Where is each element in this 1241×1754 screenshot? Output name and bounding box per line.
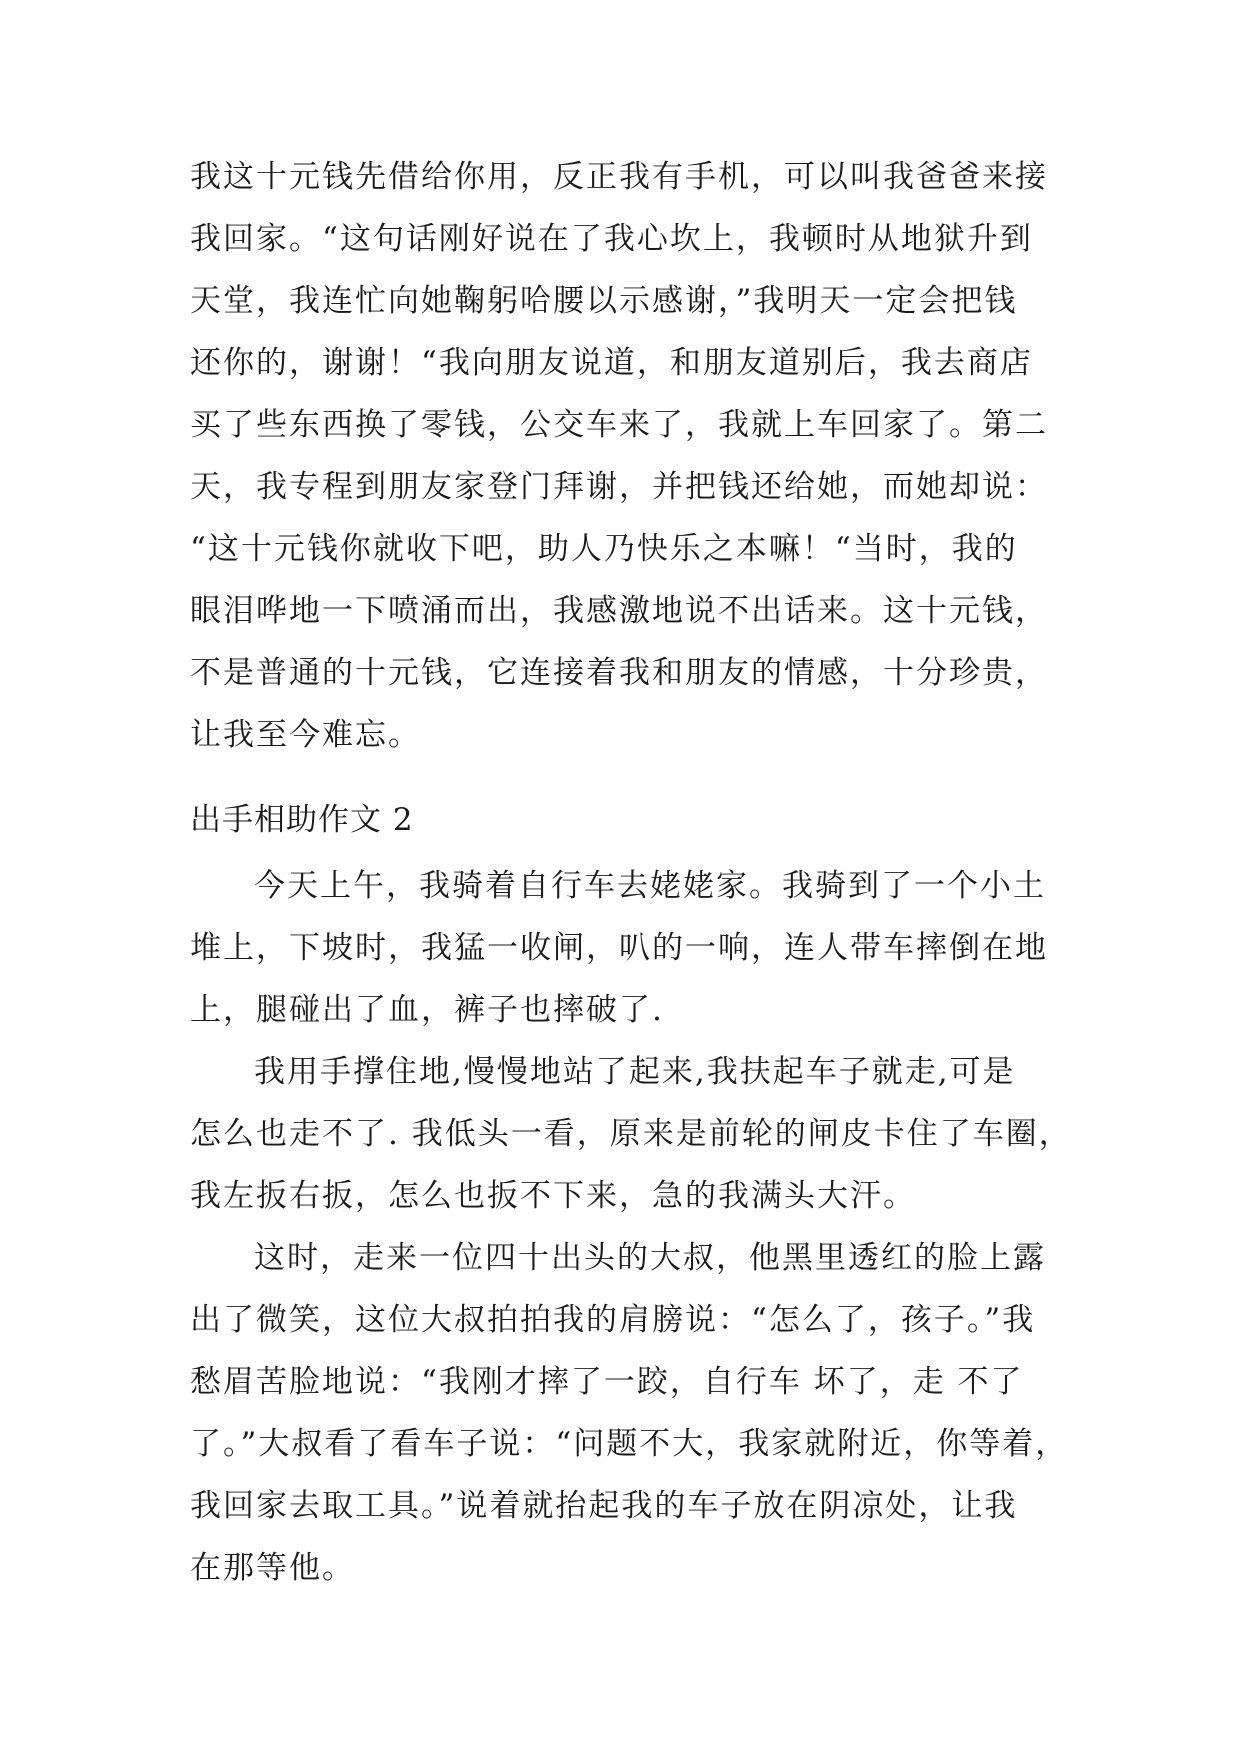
text-line: 天堂，我连忙向她鞠躬哈腰以示感谢，”我明天一定会把钱 bbox=[190, 283, 1018, 319]
essay-title: 出手相助作文 2 bbox=[190, 802, 414, 838]
text-line: 让我至今难忘。 bbox=[190, 717, 421, 753]
text-line: 堆上，下坡时，我猛一收闸，叭的一响，连人带车摔倒在地 bbox=[190, 930, 1048, 966]
text-line: 出了微笑，这位大叔拍拍我的肩膀说：“怎么了，孩子。”我 bbox=[190, 1302, 1036, 1338]
text-line: 眼泪哗地一下喷涌而出，我感激地说不出话来。这十元钱， bbox=[190, 593, 1048, 629]
text-line: 买了些东西换了零钱，公交车来了，我就上车回家了。第二 bbox=[190, 407, 1048, 443]
text-line: 不是普通的十元钱，它连接着我和朋友的情感，十分珍贵， bbox=[190, 655, 1048, 691]
paragraph-3 bbox=[190, 1227, 1070, 1599]
continuation-paragraph bbox=[190, 146, 1070, 766]
text-line: 我回家去取工具。”说着就抬起我的车子放在阴凉处，让我 bbox=[190, 1488, 1018, 1524]
text-line: 上，腿碰出了血，裤子也摔破了. bbox=[190, 992, 664, 1028]
paragraph-2 bbox=[190, 1041, 1070, 1227]
text-line: 我左扳右扳，怎么也扳不下来，急的我满头大汗。 bbox=[190, 1178, 916, 1214]
text-line: 我这十元钱先借给你用，反正我有手机，可以叫我爸爸来接 bbox=[190, 159, 1048, 195]
text-line: 我用手撑住地,慢慢地站了起来,我扶起车子就走,可是 bbox=[254, 1054, 1016, 1090]
text-line: 还你的，谢谢！“我向朋友说道，和朋友道别后，我去商店 bbox=[190, 345, 1033, 381]
text-line: 在那等他。 bbox=[190, 1550, 355, 1586]
text-line: 今天上午，我骑着自行车去姥姥家。我骑到了一个小土 bbox=[254, 868, 1046, 904]
text-line: 愁眉苦脸地说：“我刚才摔了一跤，自行车 坏了，走 不了 bbox=[190, 1364, 1024, 1400]
text-line: 我回家。“这句话刚好说在了我心坎上，我顿时从地狱升到 bbox=[190, 221, 1033, 257]
text-line: 天，我专程到朋友家登门拜谢，并把钱还给她，而她却说： bbox=[190, 469, 1048, 505]
text-line: 这时，走来一位四十出头的大叔，他黑里透红的脸上露 bbox=[254, 1240, 1046, 1276]
text-line: 了。”大叔看了看车子说：“问题不大，我家就附近，你等着， bbox=[190, 1426, 1069, 1462]
essay-body bbox=[190, 855, 1070, 1599]
paragraph-1 bbox=[190, 855, 1070, 1041]
text-line: “这十元钱你就收下吧，助人乃快乐之本嘛！“当时，我的 bbox=[190, 531, 1018, 567]
text-line: 怎么也走不了. 我低头一看，原来是前轮的闸皮卡住了车圈， bbox=[190, 1116, 1072, 1152]
